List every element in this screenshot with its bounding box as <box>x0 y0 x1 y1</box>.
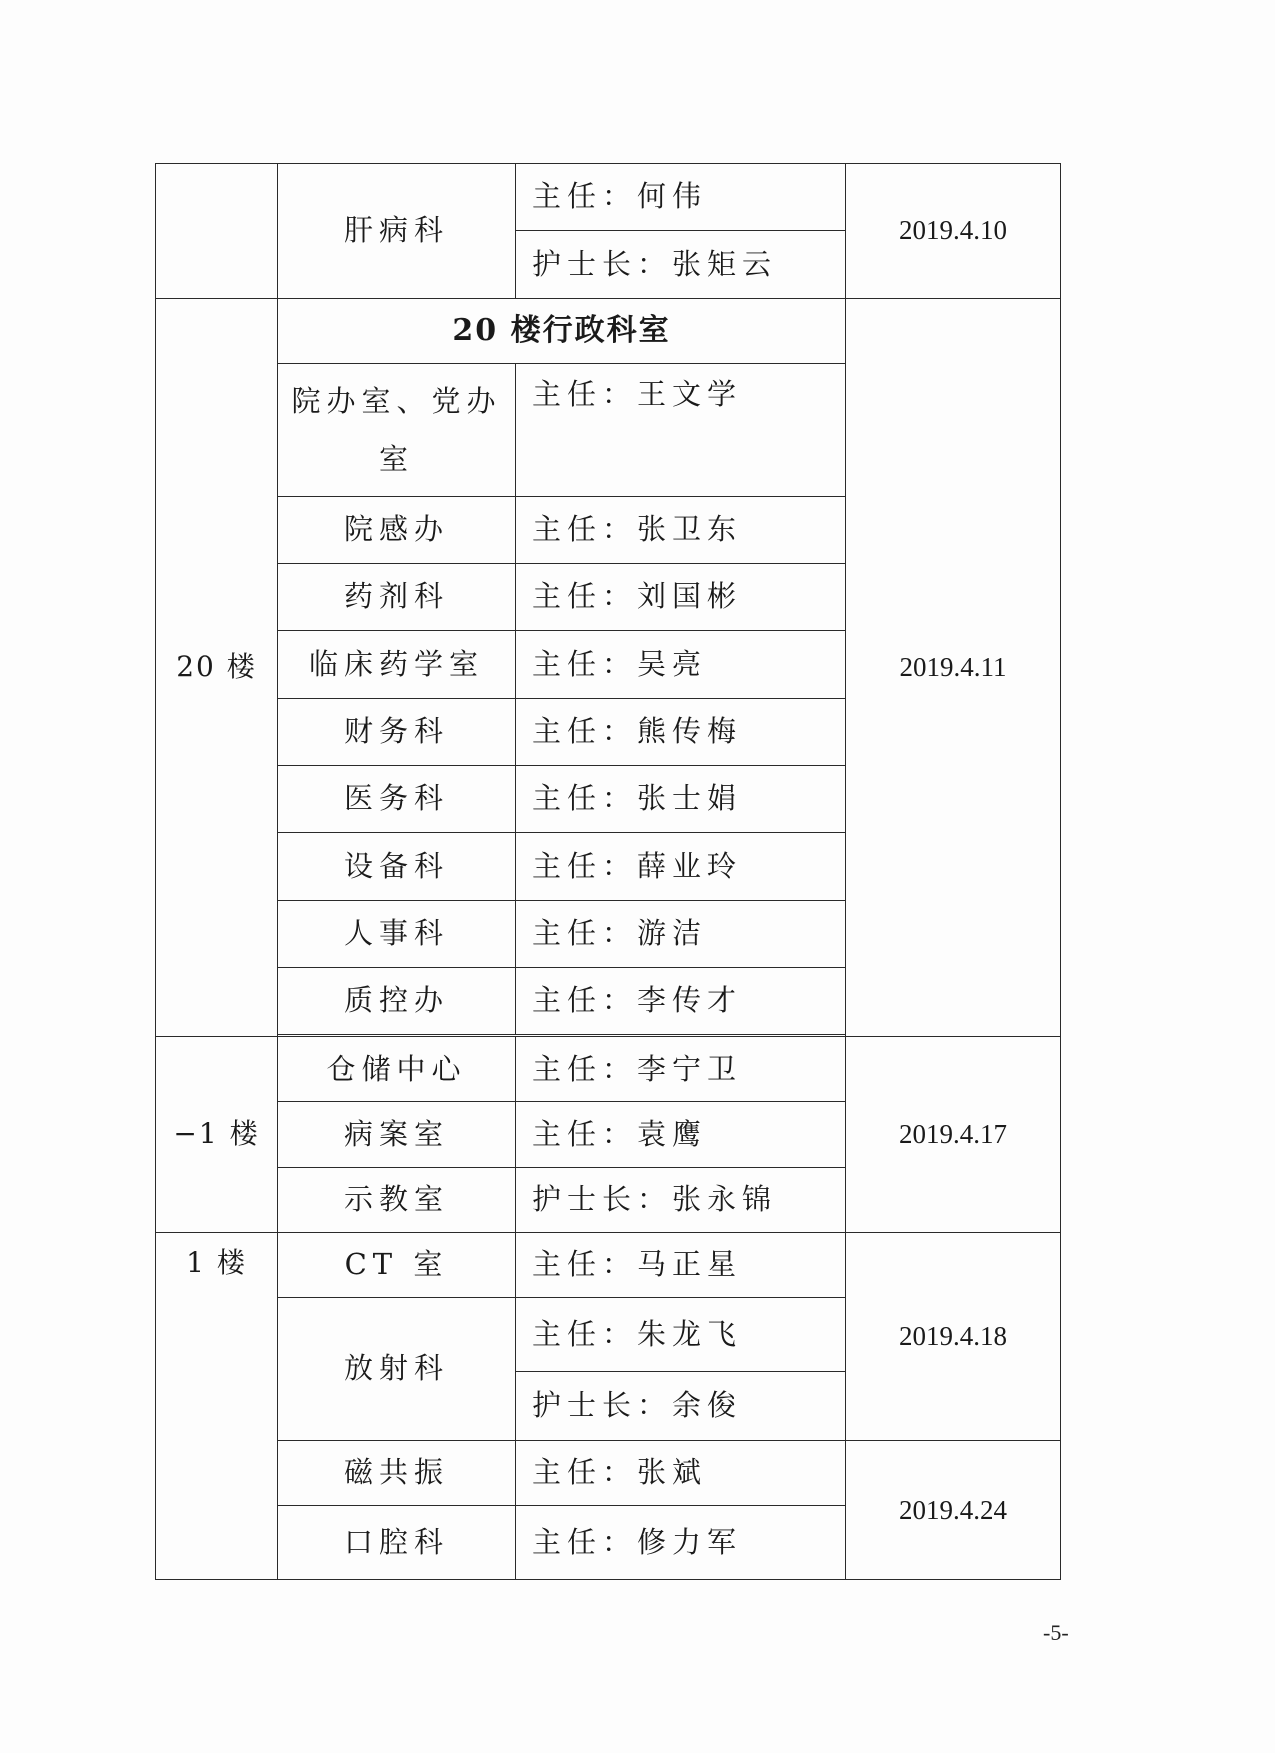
dept-cell: 设备科 <box>278 833 516 900</box>
person-cell: 护士长：张矩云 <box>516 231 846 298</box>
floor-cell <box>156 164 278 299</box>
dept-cell: 仓储中心 <box>278 1037 516 1102</box>
dept-cell: 质控办 <box>278 967 516 1034</box>
table-row <box>156 298 1061 363</box>
table-row <box>156 1233 1061 1298</box>
date-cell: 2019.4.10 <box>846 164 1061 299</box>
person-cell: 主任：刘国彬 <box>516 563 846 630</box>
date-cell: 2019.4.24 <box>846 1441 1061 1580</box>
person-cell: 主任：张卫东 <box>516 496 846 563</box>
table-row <box>156 1037 1061 1102</box>
floor-cell: −1 楼 <box>156 1037 278 1233</box>
dept-cell: 磁共振 <box>278 1441 516 1506</box>
date-cell: 2019.4.11 <box>846 298 1061 1037</box>
dept-cell: 肝病科 <box>278 164 516 299</box>
dept-cell: 医务科 <box>278 765 516 832</box>
person-cell: 主任：李传才 <box>516 967 846 1034</box>
person-cell: 护士长：张永锦 <box>516 1167 846 1232</box>
person-cell: 护士长：余俊 <box>516 1371 846 1440</box>
person-cell: 主任：何伟 <box>516 164 846 231</box>
table-row <box>156 1441 1061 1506</box>
section-heading: 20 楼行政科室 <box>278 298 846 363</box>
person-cell: 主任：游洁 <box>516 900 846 967</box>
dept-cell: 放射科 <box>278 1298 516 1441</box>
dept-cell: 财务科 <box>278 698 516 765</box>
person-cell: 主任：马正星 <box>516 1233 846 1298</box>
dept-cell: CT 室 <box>278 1233 516 1298</box>
person-cell: 主任：李宁卫 <box>516 1037 846 1102</box>
person-cell: 主任：朱龙飞 <box>516 1298 846 1371</box>
date-cell: 2019.4.18 <box>846 1233 1061 1441</box>
dept-cell: 示教室 <box>278 1167 516 1232</box>
dept-cell: 临床药学室 <box>278 631 516 698</box>
dept-cell: 人事科 <box>278 900 516 967</box>
page-number: -5- <box>1043 1620 1069 1645</box>
person-cell: 主任：吴亮 <box>516 631 846 698</box>
person-cell: 主任：张斌 <box>516 1441 846 1506</box>
dept-cell: 口腔科 <box>278 1506 516 1580</box>
dept-cell: 病案室 <box>278 1102 516 1167</box>
inspection-schedule-table <box>155 163 1061 1580</box>
person-cell: 主任：薛业玲 <box>516 833 846 900</box>
person-cell: 主任：修力军 <box>516 1506 846 1580</box>
floor-cell: 20 楼 <box>156 298 278 1037</box>
person-cell: 主任：张士娟 <box>516 765 846 832</box>
person-cell: 主任：熊传梅 <box>516 698 846 765</box>
dept-cell: 院感办 <box>278 496 516 563</box>
table-row <box>156 164 1061 231</box>
floor-cell: 1 楼 <box>156 1233 278 1580</box>
dept-cell: 院办室、党办室 <box>278 363 516 496</box>
person-cell: 主任：袁鹰 <box>516 1102 846 1167</box>
date-cell: 2019.4.17 <box>846 1037 1061 1233</box>
dept-cell: 药剂科 <box>278 563 516 630</box>
person-cell: 主任：王文学 <box>516 363 846 496</box>
